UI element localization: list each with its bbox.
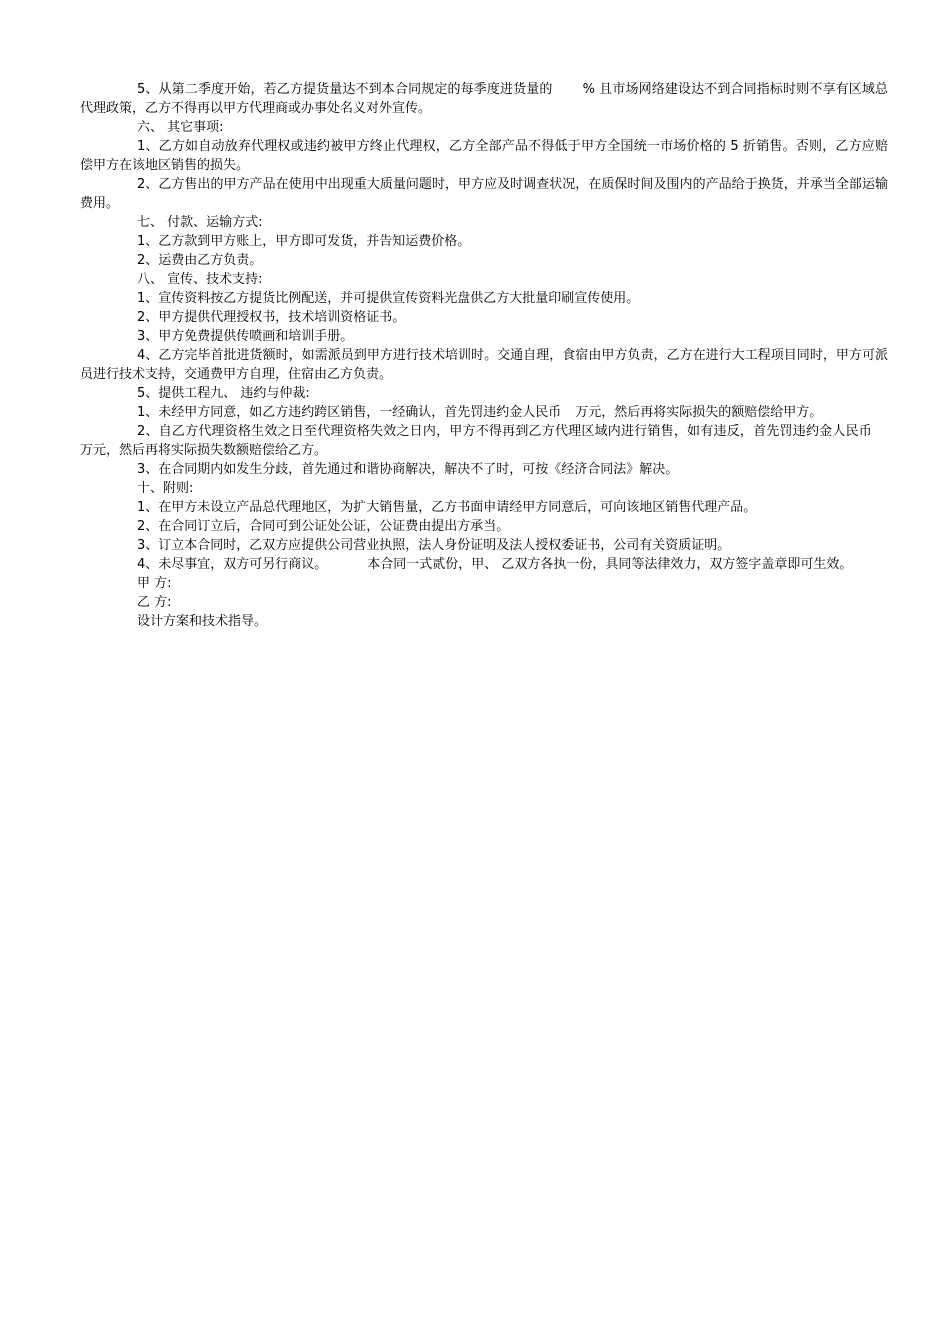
clause-notarization: 2、在合同订立后，合同可到公证处公证，公证费由提出方承当。 <box>137 519 510 534</box>
clause-text: 4、未尽事宜，双方可另行商议。 <box>137 557 328 572</box>
signature-party-b: 乙 方: <box>137 595 172 610</box>
section-heading-breach-arbitration: 5、提供工程九、 违约与仲裁: <box>137 386 310 401</box>
clause-quality-issue: 2、乙方售出的甲方产品在使用中出现重大质量问题时，甲方应及时调查状况，在质保时间及围内的产品给于换货，并承当全部运输费用。 <box>80 177 888 211</box>
clause-text: 2、自乙方代理资格生效之日至代理资格失效之日内，甲方不得再到乙方代理区域内进行销售，如有违反，首先罚违约金人民币 <box>137 424 872 439</box>
clause-other-matters <box>80 555 888 574</box>
clause-region-protection <box>80 422 888 460</box>
clause-documents: 3、订立本合同时，乙双方应提供公司营业执照，法人身份证明及法人授权委证书，公司有关资质证明。 <box>137 538 731 553</box>
clause-authorization: 2、甲方提供代理授权书，技术培训资格证书。 <box>137 310 406 325</box>
section-heading-payment-shipping: 七、 付款、运输方式: <box>137 215 263 230</box>
clause-text: 万元，然后再将实际损失数额赔偿给乙方。 <box>80 443 328 458</box>
clause-text: 本合同一式贰份，甲、 乙双方各执一份，具同等法律效力，双方签字盖章即可生效。 <box>367 557 853 572</box>
clause-dispute: 3、在合同期内如发生分歧，首先通过和谐协商解决，解决不了时，可按《经济合同法》解决。 <box>137 462 679 477</box>
section-heading-appendix: 十、附则: <box>137 481 194 496</box>
clause-terminate-agency: 1、乙方如自动放弃代理权或违约被甲方终止代理权，乙方全部产品不得低于甲方全国统一市场价格的 5 折销售。否则，乙方应赔偿甲方在该地区销售的损失。 <box>80 139 888 173</box>
section-heading-promotion-support: 八、 宣传、技术支持: <box>137 272 263 287</box>
clause-freight: 2、运费由乙方负责。 <box>137 253 263 268</box>
clause-payment: 1、乙方款到甲方账上，甲方即可发货，并告知运费价格。 <box>137 234 471 249</box>
clause-text: 万元，然后再将实际损失的额赔偿给甲方。 <box>575 405 823 420</box>
section-heading-other-matters: 六、 其它事项: <box>137 120 224 135</box>
document-body <box>80 80 888 631</box>
clause-cross-region-penalty <box>80 403 888 422</box>
clause-text: 5、从第二季度开始，若乙方提货量达不到本合同规定的每季度进货量的 <box>137 82 553 97</box>
closing-note: 设计方案和技术指导。 <box>137 614 268 629</box>
clause-text: 1、未经甲方同意，如乙方违约跨区销售，一经确认，首先罚违约金人民币 <box>137 405 562 420</box>
clause-text: % 且市场网络建设达不到合同指标时则不享有区域总代理政策，乙方不得再以甲方代理商或办事处名义对外宣传。 <box>80 82 888 116</box>
clause-promo-materials: 1、宣传资料按乙方提货比例配送，并可提供宣传资料光盘供乙方大批量印刷宣传使用。 <box>137 291 640 306</box>
clause-unassigned-region: 1、在甲方未设立产品总代理地区，为扩大销售量，乙方书面申请经甲方同意后，可向该地区销售代理产品。 <box>137 500 757 515</box>
clause-quarterly-volume <box>80 80 888 118</box>
signature-party-a: 甲 方: <box>137 576 172 591</box>
clause-free-materials: 3、甲方免费提供传喷画和培训手册。 <box>137 329 354 344</box>
clause-training: 4、乙方完毕首批进货额时，如需派员到甲方进行技术培训时。交通自理，食宿由甲方负责，乙方在进行大工程项目同时，甲方可派员进行技术支持，交通费甲方自理，住宿由乙方负责。 <box>80 348 888 382</box>
